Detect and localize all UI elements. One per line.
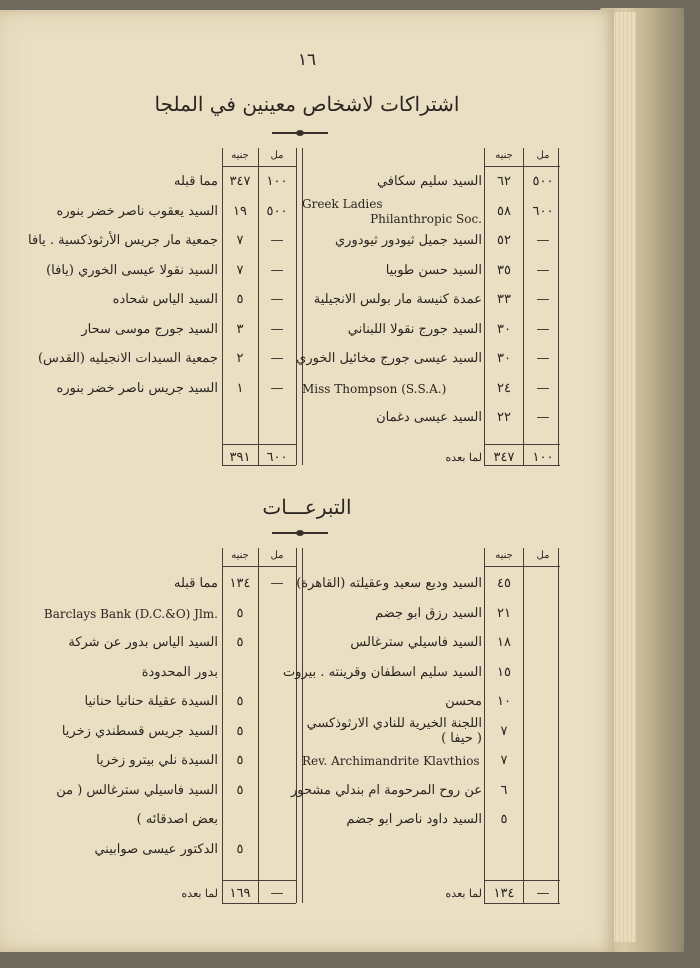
amount-jinih: ٥٨ [497,203,511,219]
donor-name: السيد فاسيلي سترغالس ( من [56,782,218,798]
donor-name: مما قبله [174,576,218,591]
header-rule [484,166,560,167]
amount-jinih: ٢١ [497,605,511,621]
donor-name: السيدة عقيلة حنانيا حنانيا [84,694,218,709]
amount-jinih: ٥ [236,694,244,709]
total-mil: ٦٠٠ [266,450,288,465]
amount-jinih: ١٩ [233,203,247,219]
donor-name: Barclays Bank (D.C.&O) Jlm. [43,606,218,621]
total-jinih: ٣٤٧ [493,450,515,465]
header-rule [222,166,296,167]
amount-mil: ٥٠٠ [266,203,288,219]
donor-name: السيد جريس قسطندي زخريا [61,723,218,739]
column-rule [558,548,559,903]
amount-mil: — [270,321,284,337]
donor-name: عن روح المرحومة ام بندلي مشحور [291,782,482,798]
donor-name: Miss Thompson (S.S.A.) [302,381,447,396]
amount-jinih: ٥ [236,841,244,857]
donor-name: السيد رزق ابو جضم [375,605,482,621]
amount-mil: ٥٠٠ [532,174,554,189]
amount-mil: — [536,262,550,278]
amount-jinih: ١ [236,380,244,396]
amount-mil: — [270,351,284,366]
header-jinih: جنيه [495,150,513,161]
total-mil: — [270,886,284,901]
amount-jinih: ٧ [500,723,508,739]
amount-mil: — [270,380,284,396]
donor-name: Rev. Archimandrite Klavthios [302,754,480,768]
amount-jinih: ٥ [500,812,508,827]
amount-jinih: ١٥ [497,664,511,680]
book-page [0,10,614,952]
donor-name-line2: بدور المحدودة [141,664,218,680]
donor-name: السيد عيسى دغمان [376,410,482,425]
amount-jinih: ٥ [236,753,244,768]
header-mil: مل [536,150,550,161]
donor-name: السيد الياس شحاده [112,292,218,307]
amount-jinih: ٦ [500,782,508,798]
total-mil: ١٠٠ [532,450,554,465]
donor-name-line2: Philanthropic Soc. [370,211,482,226]
carry-forward-label: لما بعده [445,451,482,464]
donor-name: السيد جميل ثيودور ثيودوري [334,233,482,248]
donor-name-line2: بعض اصدقائه ) [136,812,218,827]
title-ornament [272,530,328,536]
amount-jinih: ٥ [236,292,244,307]
header-mil: مل [270,550,284,561]
amount-jinih: ٣٣ [497,292,511,307]
amount-mil: ٦٠٠ [532,203,554,219]
amount-mil: — [536,410,550,425]
amount-mil: — [270,233,284,248]
donor-name: السيد سليم اسطفان وقرينته . بيروت [282,664,482,680]
donor-name: السيد عيسى جورج مخائيل الخوري [296,351,482,366]
donor-name: اللجنة الخيرية للنادي الارثوذكسي [306,715,482,731]
donor-name: السيد داود ناصر ابو جضم [346,812,482,827]
carry-forward-label: لما بعده [181,887,218,900]
total-mil: — [536,886,550,901]
donor-name: السيد يعقوب ناصر خضر بنوره [56,203,218,219]
total-rule [222,880,296,881]
column-rule [296,548,297,903]
donor-name: السيد جريس ناصر خضر بنوره [56,380,218,396]
total-rule [484,880,560,881]
donor-name: السيد فاسيلي سترغالس [350,635,482,650]
amount-jinih: ١٨ [497,635,511,650]
amount-mil: — [536,321,550,337]
donor-name: السيدة نلي بيترو زخريا [96,753,218,768]
amount-jinih: ٥ [236,635,244,650]
title-ornament [272,130,328,136]
amount-mil: — [270,292,284,307]
total-jinih: ١٦٩ [229,886,251,901]
amount-jinih: ٣٤٧ [229,174,251,189]
amount-mil: ١٠٠ [266,174,288,189]
amount-jinih: ٥ [236,605,244,621]
amount-jinih: ٣٠ [497,321,511,337]
section-title: التبرعـــات [262,495,352,519]
donor-name: جمعية مار جريس الأرثوذكسية . يافا [28,233,218,248]
amount-jinih: ٧ [236,233,244,248]
amount-mil: — [536,292,550,307]
amount-jinih: ٥٢ [497,233,511,248]
donor-name: السيد سليم سكافي [376,174,482,189]
amount-jinih: ٥ [236,723,244,739]
ledger-content [0,10,614,952]
amount-jinih: ٥ [236,782,244,798]
header-jinih: جنيه [231,550,249,561]
amount-mil: — [536,233,550,248]
header-mil: مل [536,550,550,561]
header-mil: مل [270,150,284,161]
amount-jinih: ٣ [236,321,244,337]
total-rule [222,444,296,445]
donor-name: جمعية السيدات الانجيليه (القدس) [37,351,218,366]
amount-jinih: ٧ [500,753,508,768]
donor-name: عمدة كنيسة مار بولس الانجيلية [313,292,482,307]
bottom-rule [484,903,560,904]
column-rule [523,148,524,465]
amount-mil: — [536,380,550,396]
donor-name: السيد وديع سعيد وعقيلته (القاهرة) [296,576,482,591]
donor-name: السيد جورج موسى سحار [81,321,218,337]
amount-jinih: ٢٢ [497,410,511,425]
carry-forward-label: لما بعده [445,887,482,900]
amount-jinih: ٤٥ [497,576,511,591]
column-rule [523,548,524,903]
section-title: اشتراكات لاشخاص معينين في الملجا [154,92,460,116]
amount-mil: — [270,576,284,591]
page-number: ١٦ [297,50,317,70]
donor-name: السيد نقولا عيسى الخوري (يافا) [46,262,218,278]
donor-name: محسن [445,694,482,709]
column-rule [258,548,259,903]
donor-name: Greek Ladies [302,196,383,211]
column-rule [296,148,297,465]
total-jinih: ٣٩١ [229,450,251,465]
amount-jinih: ٢٤ [497,380,511,396]
donor-name: السيد حسن طوبيا [385,262,482,278]
amount-jinih: ٣٥ [497,262,511,278]
amount-jinih: ١٣٤ [229,576,251,591]
amount-mil: — [270,262,284,278]
donor-name: السيد جورج نقولا اللبناني [347,321,482,337]
header-jinih: جنيه [231,150,249,161]
header-rule [222,566,296,567]
donor-name: السيد الياس بدور عن شركة [68,635,218,650]
header-rule [484,566,560,567]
total-rule [484,444,560,445]
amount-jinih: ٣٠ [497,351,511,366]
amount-jinih: ٦٢ [497,174,511,189]
bottom-rule [222,903,296,904]
amount-jinih: ٢ [236,351,244,366]
header-jinih: جنيه [495,550,513,561]
amount-mil: — [536,351,550,366]
donor-name-line2: ( حيفا ) [441,730,482,746]
amount-jinih: ١٠ [497,694,511,709]
donor-name: مما قبله [174,174,218,189]
donor-name: الدكتور عيسى صوابيني [94,841,218,857]
total-jinih: ١٣٤ [493,886,515,901]
amount-jinih: ٧ [236,262,244,278]
